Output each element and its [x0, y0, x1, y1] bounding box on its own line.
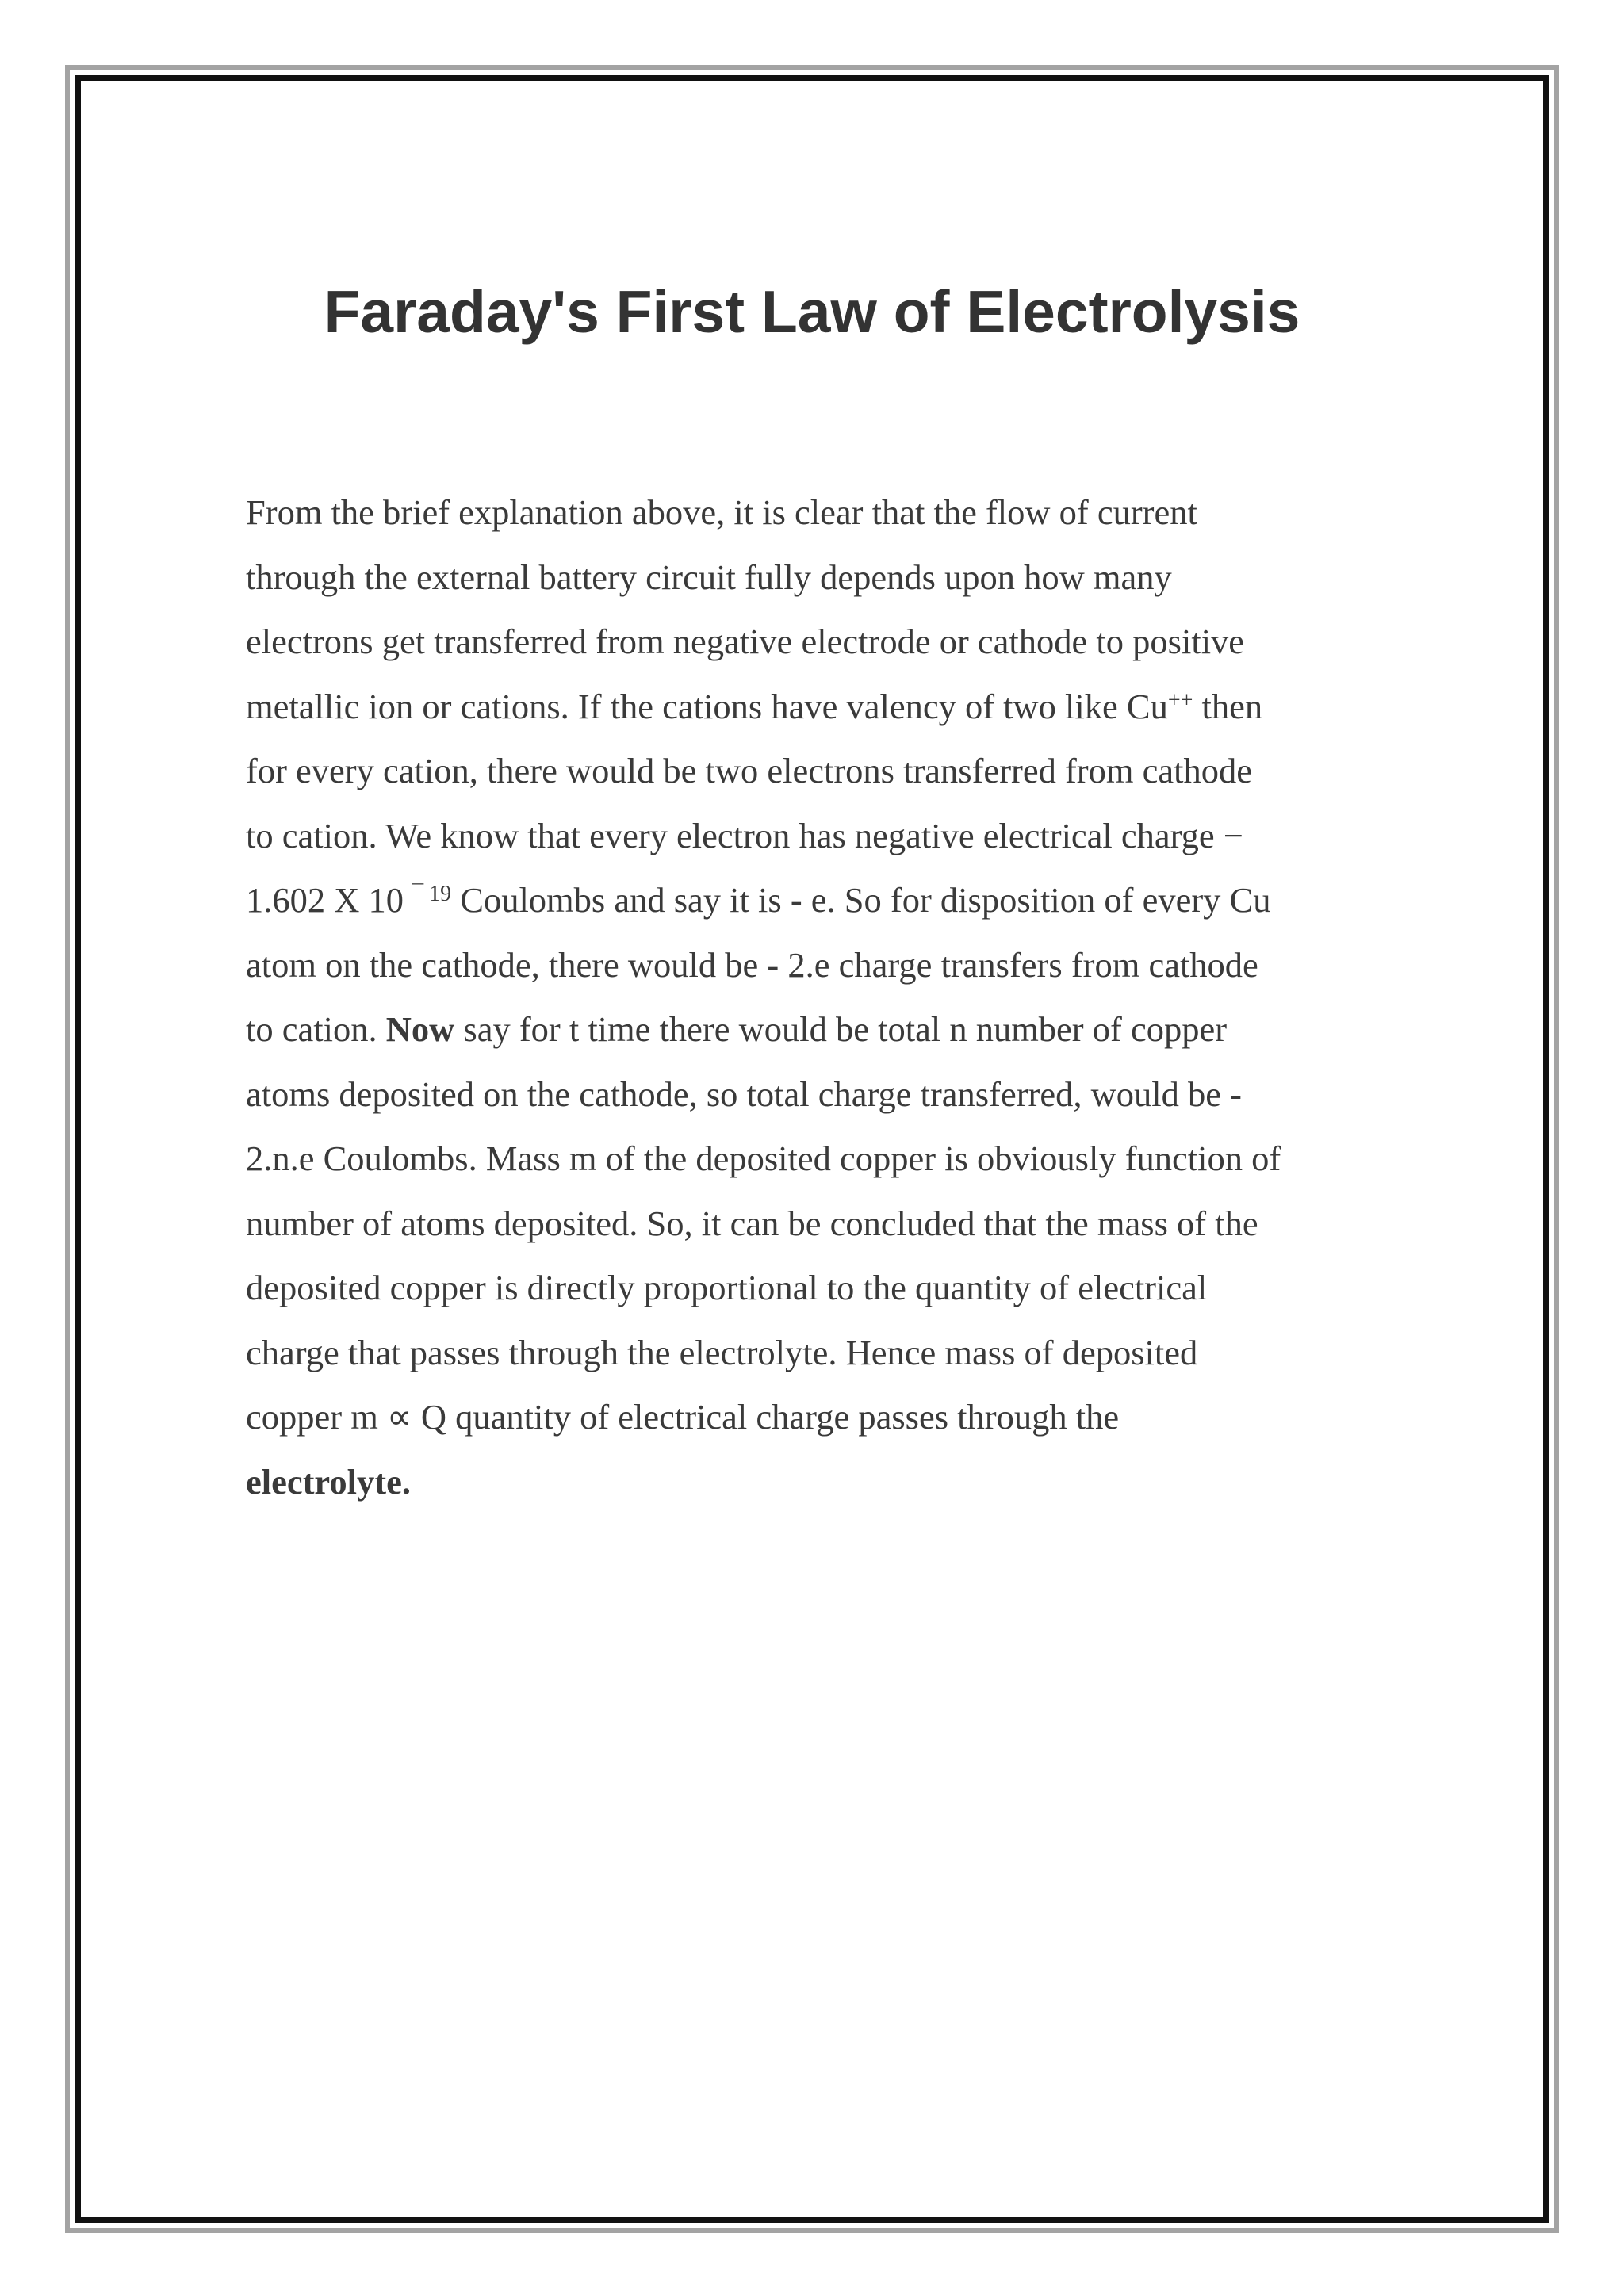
paragraph-line	[246, 1450, 1388, 1515]
paragraph-line: to cation. Now say for t time there would be total n number of copper	[246, 1009, 1228, 1049]
paragraph-line: metallic ion or cations. If the cations have valency of two like Cu++ then	[246, 686, 1263, 726]
paragraph-line: electrons get transferred from negative electrode or cathode to positive	[246, 622, 1245, 661]
paragraph-line: deposited copper is directly proportional to the quantity of electrical	[246, 1268, 1208, 1307]
superscript: ++	[1167, 687, 1193, 713]
paragraph-line: through the external battery circuit fully depends upon how many	[246, 557, 1172, 597]
paragraph-line: atom on the cathode, there would be - 2.e charge transfers from cathode	[246, 944, 1258, 985]
bold-word: electrolyte.	[246, 1461, 411, 1502]
bold-word: Now	[385, 1009, 455, 1049]
paragraph-line: 1.602 X 10 $^{¯ 19}$ Coulombs and say it is - e. So for disposition of every Cu	[246, 880, 1271, 920]
paragraph-line: number of atoms deposited. So, it can be concluded that the mass of the	[246, 1203, 1258, 1243]
paragraph-line: copper m ∝ Q quantity of electrical charge passes through the	[246, 1397, 1120, 1437]
paragraph-line: charge that passes through the electrolyte. Hence mass of deposited	[246, 1332, 1198, 1372]
superscript-exponent: ¯ 19	[412, 882, 452, 906]
body-paragraph	[246, 480, 1388, 1514]
paragraph-line: 2.n.e Coulombs. Mass m of the deposited copper is obviously function of	[246, 1138, 1281, 1178]
paragraph-line: to cation. We know that every electron has negative electrical charge −	[246, 815, 1243, 855]
paragraph-line: atoms deposited on the cathode, so total charge transferred, would be -	[246, 1073, 1242, 1114]
paragraph-line: From the brief explanation above, it is clear that the flow of current	[246, 492, 1197, 532]
page-title: Faraday's First Law of Electrolysis	[324, 278, 1300, 345]
paragraph-line: for every cation, there would be two electrons transferred from cathode	[246, 751, 1252, 790]
